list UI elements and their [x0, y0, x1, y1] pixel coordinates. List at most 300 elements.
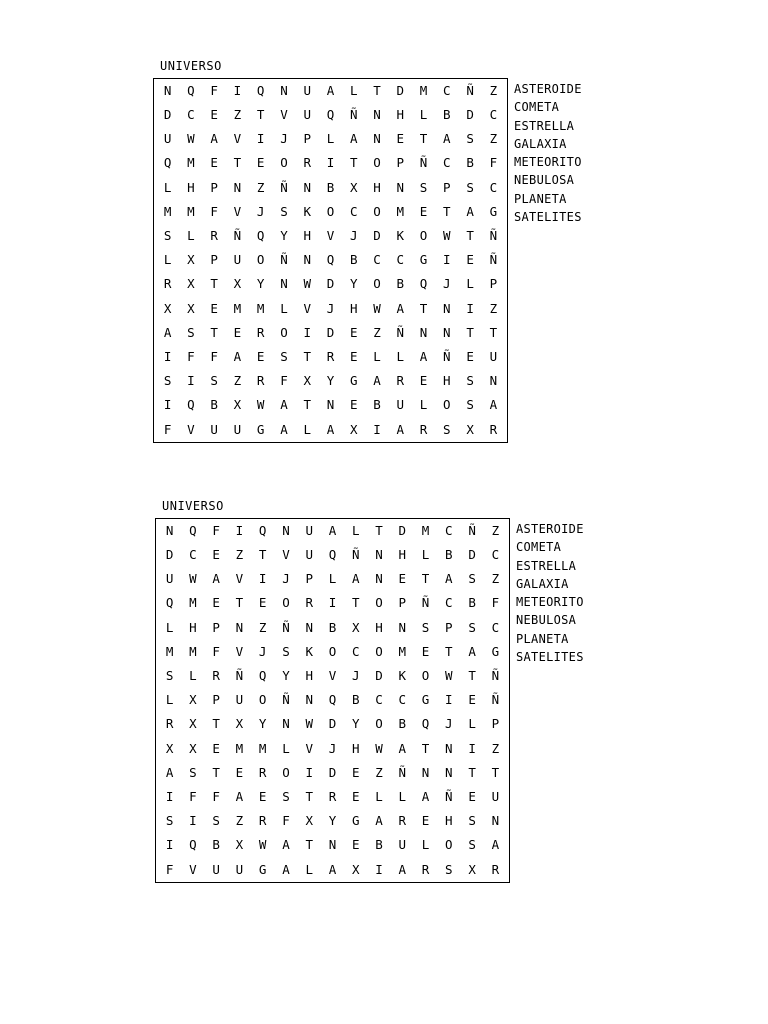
grid-letter: S — [419, 179, 428, 195]
grid-letter: S — [165, 813, 174, 829]
grid-letter: Z — [258, 619, 267, 635]
grid-letter: V — [305, 740, 313, 756]
grid-letter: M — [419, 82, 428, 98]
grid-letter: U — [165, 571, 174, 587]
grid-letter: T — [210, 324, 218, 340]
grid-letter: N — [282, 522, 290, 538]
grid-letter: R — [258, 764, 267, 780]
grid-letter: D — [326, 324, 335, 340]
grid-letter: I — [445, 692, 453, 708]
grid-letter: D — [375, 668, 383, 684]
grid-letter: C — [396, 252, 405, 268]
grid-letter: B — [349, 252, 358, 268]
grid-letter: S — [189, 764, 197, 780]
grid-letter: P — [212, 692, 220, 708]
grid-letter: C — [443, 82, 451, 98]
grid-letter: Y — [328, 813, 337, 829]
grid-letter: A — [396, 300, 405, 316]
puzzle-title: UNIVERSO — [160, 59, 222, 73]
grid-letter: N — [303, 252, 311, 268]
grid-letter: A — [351, 571, 360, 587]
grid-letter: F — [187, 349, 195, 365]
grid-letter: I — [256, 131, 265, 147]
grid-letter: A — [468, 643, 476, 659]
grid-letter: B — [445, 547, 453, 563]
grid-letter: E — [419, 373, 428, 389]
grid-letter: I — [163, 397, 172, 413]
grid-letter: T — [256, 107, 265, 123]
grid-letter: N — [303, 179, 311, 195]
grid-letter: N — [233, 179, 242, 195]
grid-letter: P — [305, 571, 313, 587]
grid-letter: O — [256, 252, 265, 268]
grid-letter: C — [189, 547, 197, 563]
grid-letter: S — [421, 619, 430, 635]
grid-letter: O — [326, 203, 335, 219]
grid-letter: W — [189, 571, 197, 587]
grid-letter: V — [280, 107, 288, 123]
grid-letter: H — [375, 619, 383, 635]
grid-letter: I — [189, 813, 197, 829]
grid-letter: G — [349, 373, 358, 389]
grid-letter: F — [165, 861, 174, 877]
grid-letter: Z — [235, 813, 244, 829]
grid-letter: A — [210, 131, 218, 147]
grid-letter: T — [351, 595, 360, 611]
grid-letter: L — [421, 837, 430, 853]
grid-letter: S — [443, 421, 451, 437]
grid-letter: S — [445, 861, 453, 877]
grid-letter: U — [210, 421, 218, 437]
grid-letter: Q — [258, 522, 267, 538]
grid-letter: X — [163, 300, 172, 316]
word-list-item: ASTEROIDE — [516, 522, 584, 536]
grid-letter: T — [419, 300, 428, 316]
grid-letter: U — [212, 861, 220, 877]
grid-letter: Ñ — [491, 692, 500, 708]
word-list-item: NEBULOSA — [516, 613, 577, 628]
grid-letter: V — [326, 228, 335, 244]
grid-letter: S — [466, 373, 474, 389]
grid-letter: F — [282, 813, 290, 829]
grid-letter: R — [419, 421, 428, 437]
grid-letter: Z — [373, 324, 381, 340]
grid-letter: O — [419, 228, 428, 244]
grid-letter: V — [187, 421, 195, 437]
grid-letter: X — [235, 837, 244, 853]
grid-letter: J — [256, 203, 265, 219]
grid-letter: E — [212, 595, 220, 611]
grid-letter: F — [212, 522, 220, 538]
grid-letter: K — [398, 668, 407, 684]
grid-letter: D — [165, 547, 174, 563]
grid-letter: R — [328, 789, 337, 805]
grid-letter: H — [396, 107, 405, 123]
grid-letter: F — [489, 155, 498, 171]
grid-letter: Y — [351, 716, 360, 732]
grid-letter: I — [466, 300, 474, 316]
grid-letter: X — [349, 179, 358, 195]
grid-letter: I — [258, 571, 267, 587]
grid-letter: Ñ — [491, 668, 500, 684]
grid-letter: T — [305, 789, 313, 805]
grid-letter: I — [235, 522, 244, 538]
grid-letter: L — [163, 252, 172, 268]
grid-letter: A — [398, 740, 407, 756]
grid-letter: U — [305, 547, 313, 563]
word-list-item: SATELITES — [514, 210, 582, 225]
grid-letter: M — [421, 522, 430, 538]
grid-letter: G — [421, 692, 430, 708]
grid-letter: M — [396, 203, 405, 219]
grid-letter: A — [282, 837, 290, 853]
grid-letter: T — [375, 522, 383, 538]
grid-letter: U — [305, 522, 313, 538]
grid-letter: C — [349, 203, 358, 219]
grid-letter: A — [282, 861, 290, 877]
grid-letter: E — [349, 349, 358, 365]
grid-letter: I — [187, 373, 195, 389]
grid-letter: J — [258, 643, 267, 659]
grid-letter: A — [328, 861, 337, 877]
grid-letter: D — [396, 82, 405, 98]
grid-letter: N — [375, 547, 383, 563]
grid-letter: R — [303, 155, 311, 171]
grid-letter: A — [326, 421, 335, 437]
grid-letter: B — [210, 397, 218, 413]
grid-letter: N — [445, 740, 453, 756]
grid-letter: E — [212, 547, 220, 563]
grid-letter: H — [373, 179, 381, 195]
grid-letter: Q — [328, 692, 337, 708]
grid-letter: Z — [491, 740, 500, 756]
grid-letter: P — [398, 595, 407, 611]
grid-letter: X — [187, 276, 195, 292]
grid-letter: W — [375, 740, 383, 756]
grid-letter: R — [210, 228, 218, 244]
grid-letter: C — [445, 522, 453, 538]
grid-letter: B — [326, 179, 335, 195]
grid-letter: B — [443, 107, 451, 123]
grid-letter: N — [421, 764, 430, 780]
grid-letter: E — [258, 789, 267, 805]
grid-letter: T — [212, 716, 220, 732]
grid-letter: N — [491, 813, 500, 829]
grid-letter: E — [233, 324, 242, 340]
grid-letter: F — [163, 421, 172, 437]
grid-letter: A — [466, 203, 474, 219]
grid-letter: O — [375, 643, 383, 659]
grid-letter: W — [256, 397, 265, 413]
grid-letter: N — [419, 324, 428, 340]
grid-letter: X — [189, 692, 197, 708]
grid-letter: R — [256, 324, 265, 340]
grid-letter: N — [280, 276, 288, 292]
grid-letter: I — [443, 252, 451, 268]
grid-letter: R — [326, 349, 335, 365]
grid-letter: X — [305, 813, 313, 829]
word-list-item: ESTRELLA — [516, 558, 577, 573]
grid-letter: A — [328, 522, 337, 538]
grid-letter: J — [445, 716, 453, 732]
grid-letter: X — [189, 716, 197, 732]
grid-letter: A — [396, 421, 405, 437]
grid-letter: U — [163, 131, 172, 147]
grid-letter: B — [328, 619, 337, 635]
grid-letter: C — [375, 692, 383, 708]
grid-letter: J — [443, 276, 451, 292]
grid-letter: Ñ — [351, 547, 360, 563]
grid-letter: L — [419, 397, 428, 413]
grid-letter: L — [351, 522, 360, 538]
grid-letter: F — [212, 789, 220, 805]
grid-letter: L — [375, 789, 383, 805]
grid-letter: G — [491, 643, 500, 659]
grid-letter: Q — [419, 276, 428, 292]
grid-letter: O — [282, 764, 290, 780]
grid-letter: U — [491, 789, 500, 805]
grid-letter: Q — [256, 228, 265, 244]
grid-letter: H — [187, 179, 195, 195]
grid-letter: X — [466, 421, 474, 437]
grid-letter: D — [328, 764, 337, 780]
grid-letter: L — [468, 716, 476, 732]
grid-letter: O — [375, 716, 383, 732]
grid-letter: M — [189, 643, 197, 659]
grid-letter: P — [491, 716, 500, 732]
grid-letter: S — [466, 397, 474, 413]
grid-letter: L — [282, 740, 290, 756]
grid-letter: J — [326, 300, 335, 316]
grid-letter: Ñ — [396, 324, 405, 340]
grid-letter: X — [189, 740, 197, 756]
grid-letter: O — [282, 595, 290, 611]
grid-letter: B — [212, 837, 220, 853]
grid-letter: I — [328, 595, 337, 611]
grid-letter: Ñ — [235, 668, 244, 684]
grid-letter: E — [421, 813, 430, 829]
grid-letter: G — [351, 813, 360, 829]
grid-letter: C — [443, 155, 451, 171]
grid-letter: Z — [256, 179, 265, 195]
grid-letter: T — [305, 837, 313, 853]
grid-letter: U — [233, 252, 242, 268]
grid-letter: R — [163, 276, 172, 292]
grid-letter: A — [421, 789, 430, 805]
grid-letter: E — [468, 692, 476, 708]
grid-letter: A — [326, 82, 335, 98]
grid-letter: X — [468, 861, 476, 877]
grid-letter: N — [489, 373, 498, 389]
grid-letter: N — [282, 716, 290, 732]
grid-letter: K — [396, 228, 405, 244]
grid-letter: Z — [491, 571, 500, 587]
grid-letter: R — [305, 595, 313, 611]
grid-letter: W — [187, 131, 195, 147]
grid-letter: L — [305, 861, 313, 877]
grid-letter: E — [256, 155, 265, 171]
grid-letter: E — [235, 764, 244, 780]
grid-letter: A — [163, 324, 172, 340]
grid-letter: I — [165, 789, 174, 805]
grid-letter: T — [468, 764, 476, 780]
grid-letter: Q — [165, 595, 174, 611]
grid-letter: M — [163, 203, 172, 219]
grid-letter: P — [443, 179, 451, 195]
grid-letter: G — [419, 252, 428, 268]
grid-letter: Q — [187, 82, 195, 98]
grid-letter: W — [445, 668, 453, 684]
word-list-item: METEORITO — [516, 595, 584, 610]
grid-letter: H — [349, 300, 358, 316]
grid-letter: V — [189, 861, 197, 877]
grid-letter: B — [351, 692, 360, 708]
grid-letter: R — [491, 861, 500, 877]
word-list-item: ESTRELLA — [514, 118, 575, 133]
grid-letter: T — [303, 349, 311, 365]
grid-letter: F — [280, 373, 288, 389]
puzzle-title: UNIVERSO — [162, 499, 224, 513]
word-list-item: GALAXIA — [516, 576, 569, 591]
grid-letter: J — [280, 131, 288, 147]
grid-letter: T — [233, 155, 242, 171]
letter-grid-frame — [155, 518, 510, 883]
grid-letter: Q — [189, 837, 197, 853]
grid-letter: T — [421, 571, 430, 587]
grid-letter: A — [165, 764, 174, 780]
grid-letter: E — [466, 349, 474, 365]
grid-letter: U — [489, 349, 498, 365]
grid-letter: S — [163, 228, 172, 244]
grid-letter: L — [396, 349, 405, 365]
grid-letter: O — [445, 837, 453, 853]
grid-letter: K — [305, 643, 313, 659]
grid-letter: F — [210, 82, 218, 98]
grid-letter: S — [282, 789, 290, 805]
grid-letter: L — [373, 349, 381, 365]
grid-letter: I — [305, 764, 313, 780]
grid-letter: Y — [282, 668, 290, 684]
grid-letter: O — [280, 324, 288, 340]
grid-letter: X — [303, 373, 311, 389]
grid-letter: E — [210, 155, 218, 171]
grid-letter: Z — [489, 300, 498, 316]
grid-letter: N — [396, 179, 405, 195]
grid-letter: S — [466, 131, 474, 147]
grid-letter: O — [328, 643, 337, 659]
grid-letter: I — [233, 82, 242, 98]
grid-letter: O — [280, 155, 288, 171]
grid-letter: T — [419, 131, 428, 147]
grid-letter: V — [303, 300, 311, 316]
word-list-item: METEORITO — [514, 155, 582, 170]
grid-letter: H — [398, 547, 407, 563]
grid-letter: Ñ — [445, 789, 453, 805]
grid-letter: T — [489, 324, 498, 340]
grid-letter: Z — [375, 764, 383, 780]
grid-letter: Ñ — [489, 228, 498, 244]
grid-letter: O — [258, 692, 267, 708]
grid-letter: Z — [235, 547, 244, 563]
grid-letter: L — [328, 571, 337, 587]
word-list-item: COMETA — [514, 100, 560, 115]
grid-letter: V — [233, 131, 242, 147]
grid-letter: H — [189, 619, 197, 635]
grid-letter: L — [189, 668, 197, 684]
grid-letter: Ñ — [419, 155, 428, 171]
grid-letter: V — [282, 547, 290, 563]
letter-grid — [154, 79, 507, 442]
grid-letter: Ñ — [280, 252, 288, 268]
grid-letter: E — [351, 789, 360, 805]
grid-letter: H — [445, 813, 453, 829]
grid-letter: W — [303, 276, 311, 292]
grid-letter: U — [233, 421, 242, 437]
grid-letter: H — [305, 668, 313, 684]
grid-letter: R — [396, 373, 405, 389]
word-list-item: GALAXIA — [514, 136, 567, 151]
grid-letter: X — [235, 716, 244, 732]
grid-letter: D — [468, 547, 476, 563]
grid-letter: C — [489, 179, 498, 195]
grid-letter: A — [280, 397, 288, 413]
grid-letter: R — [258, 813, 267, 829]
grid-letter: Q — [421, 716, 430, 732]
grid-letter: C — [373, 252, 381, 268]
grid-letter: I — [468, 740, 476, 756]
grid-letter: E — [419, 203, 428, 219]
grid-letter: L — [398, 789, 407, 805]
grid-letter: T — [210, 276, 218, 292]
grid-letter: P — [396, 155, 405, 171]
grid-letter: H — [351, 740, 360, 756]
word-list — [514, 80, 582, 226]
grid-letter: B — [396, 276, 405, 292]
grid-letter: R — [256, 373, 265, 389]
grid-letter: E — [468, 789, 476, 805]
grid-letter: P — [445, 619, 453, 635]
grid-letter: S — [282, 643, 290, 659]
grid-letter: S — [468, 571, 476, 587]
grid-letter: N — [398, 619, 407, 635]
grid-letter: B — [375, 837, 383, 853]
word-search-puzzle-2 — [155, 498, 615, 898]
grid-letter: O — [421, 668, 430, 684]
grid-letter: W — [305, 716, 313, 732]
grid-letter: V — [235, 643, 244, 659]
grid-letter: M — [187, 155, 195, 171]
grid-letter: Q — [258, 668, 267, 684]
grid-letter: T — [258, 547, 267, 563]
grid-letter: U — [303, 107, 311, 123]
grid-letter: P — [210, 252, 218, 268]
grid-letter: M — [189, 595, 197, 611]
word-search-puzzle-1 — [153, 58, 613, 458]
grid-letter: Y — [326, 373, 335, 389]
grid-letter: N — [280, 82, 288, 98]
letter-grid — [156, 519, 509, 882]
grid-letter: T — [421, 740, 430, 756]
grid-letter: N — [373, 107, 381, 123]
grid-letter: S — [165, 668, 174, 684]
word-list-item: COMETA — [516, 540, 562, 555]
grid-letter: L — [421, 547, 430, 563]
grid-letter: E — [351, 837, 360, 853]
grid-letter: L — [349, 82, 358, 98]
grid-letter: D — [328, 716, 337, 732]
grid-letter: I — [303, 324, 311, 340]
grid-letter: W — [258, 837, 267, 853]
